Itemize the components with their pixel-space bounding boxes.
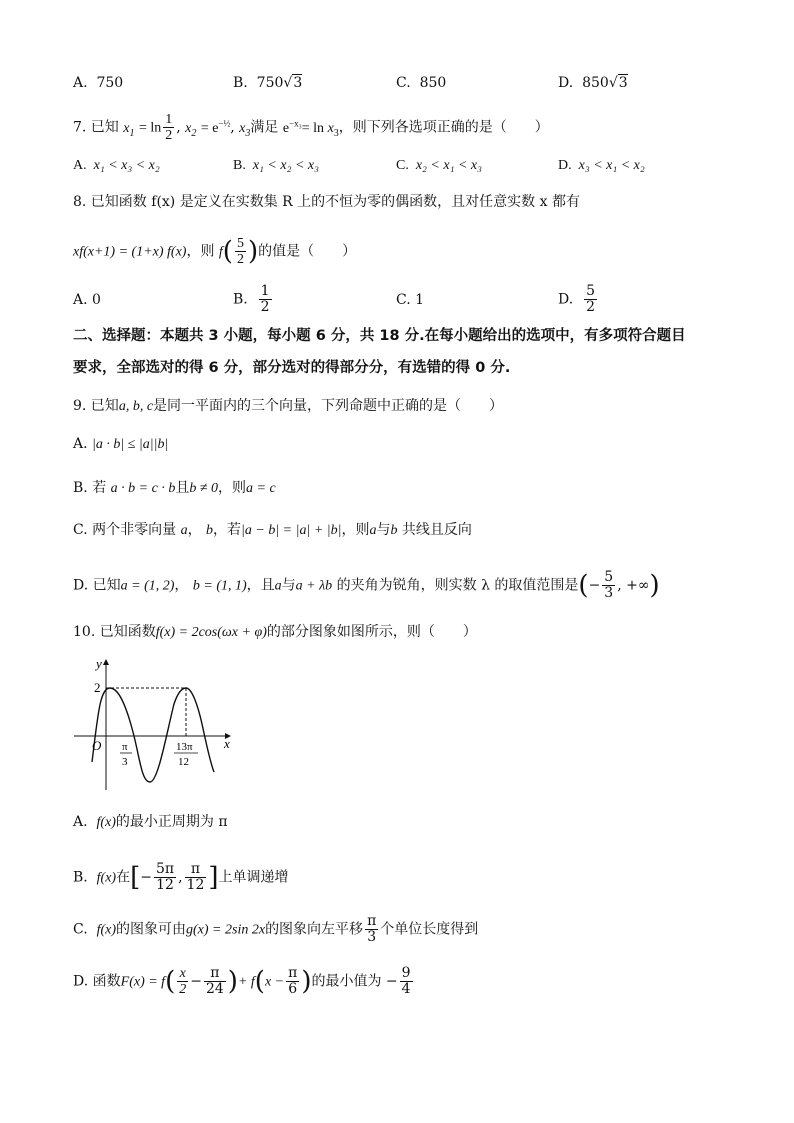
q10-option-a [73, 812, 228, 833]
option-text: x₁ < x₃ < x₂ [93, 158, 160, 173]
option-then: ，则 [341, 522, 370, 538]
q7-eq2: = $e^{-\frac{1}{2}}$ [200, 117, 231, 136]
q7-exp-eq: $e^{-x_3}= \ln x_3$ [282, 117, 339, 139]
option-expr: |a − b| = |a| + |b| [241, 523, 342, 538]
option-label: D. [558, 75, 574, 91]
option-tail: 的最小值为 − [311, 973, 398, 990]
q9-stem-text: 是同一平面内的三个向量，下列命题中正确的是（ ） [153, 398, 504, 414]
q6-option-c [396, 73, 446, 93]
option-label: B. [233, 158, 246, 173]
option-label: B. [233, 291, 248, 308]
radicand: 3 [293, 75, 303, 91]
interval-right [185, 862, 207, 893]
numerator: 5 [586, 283, 596, 299]
x-axis-label: x [224, 736, 230, 751]
q7-number: 7. 已知 [73, 119, 119, 136]
vec-a-def: a = (1, 2) [120, 578, 175, 594]
origin-label: O [92, 738, 102, 753]
q7-satisfy: 满足 [250, 119, 279, 136]
option-value: 750 [256, 75, 284, 91]
option-value: 750 [96, 75, 124, 91]
q8-option-c: C. 1 [396, 292, 425, 308]
option-expr: a + λb [295, 578, 333, 594]
option-mid: 的图象可由 [116, 921, 187, 938]
q10-option-d: D. 函数F(x) = f( $\frac{x}{2}$ − $\frac{\pi}{24}$ )+ f(x − $\frac{\pi}{6}$ )的最小值为 − $\frac{9}{4}$ [73, 965, 411, 997]
q7-tail: ，则下列各选项正确的是（ ） [338, 119, 549, 136]
option-f: f(x) [96, 922, 117, 938]
q7-x3: $x_3$ [239, 120, 251, 139]
option-cond: b ≠ 0 [189, 481, 219, 496]
q7-eq1: = ln [138, 120, 162, 136]
q8-f: f [218, 244, 223, 260]
option-frac [602, 570, 615, 601]
q8-then: ，则 [186, 243, 215, 260]
q7-option-d [558, 156, 645, 176]
option-result: a = c [246, 481, 276, 496]
q10-option-c [73, 914, 478, 945]
q7-x2: $x_2$ [185, 120, 197, 139]
option-and: ，且 [246, 577, 275, 594]
option-plus: + f [237, 974, 255, 990]
vec-b-def: b = (1, 1) [192, 578, 247, 594]
cosine-curve [92, 688, 214, 782]
q8-stem-line2: xf(x+1) = (1+x) f(x)，则 f( $\frac{5}{2}$ )的值是（ ） [73, 236, 357, 267]
option-label: A. [73, 814, 88, 830]
q6-option-a [73, 73, 123, 93]
option-g: g(x) = 2sin 2x [186, 922, 266, 938]
option-label: D. [558, 291, 574, 308]
q10-option-b: B. f(x)在[− $\frac{5\pi}{12}$ , $\frac{\pi}{12}$ ]上单调递增 [73, 861, 289, 893]
numerator: π [204, 966, 226, 982]
option-frac [259, 284, 272, 315]
option-value: 850 [582, 75, 609, 91]
denominator: 2 [179, 982, 187, 997]
denominator: 6 [288, 981, 298, 997]
vec-a: a [180, 523, 188, 538]
numerator: 5π [155, 861, 175, 877]
q9-vectors: a, b, c [118, 399, 154, 414]
option-text: 的最小正周期为 π [115, 814, 228, 830]
option-mid: 的夹角为锐角，则实数 λ 的取值范围是 [336, 577, 579, 594]
option-label: D. 函数 [73, 973, 121, 990]
numerator: 1 [260, 283, 270, 299]
numerator: x [177, 966, 188, 982]
q10-function: f(x) = 2cos(ωx + φ) [155, 625, 267, 640]
q7-option-a [73, 156, 160, 176]
option-and: 与 [376, 522, 391, 538]
x-tick1-num: π [122, 741, 128, 753]
q10-number: 10. 已知函数 [73, 624, 156, 640]
q10-stem [73, 622, 477, 643]
denominator: 4 [401, 981, 411, 997]
q8-frac [235, 236, 246, 267]
denominator: 3 [367, 929, 377, 945]
option-tail: 上单调递增 [218, 869, 289, 886]
vec-b: b [206, 523, 214, 538]
cosine-graph [70, 654, 240, 794]
numerator: 1 [165, 112, 173, 127]
option-x: x − [264, 974, 285, 990]
y-tick-label: 2 [94, 680, 101, 695]
vec-a: a [274, 578, 282, 594]
q9-number: 9. 已知 [73, 398, 119, 414]
option-value: 850 [419, 75, 447, 91]
q8-option-b [233, 284, 274, 315]
vec-a: a [369, 523, 377, 538]
q8-option-d [558, 284, 599, 315]
arg-frac-c [286, 966, 299, 997]
q7-x1: $x_1$ [123, 120, 135, 139]
denominator: 2 [586, 299, 596, 315]
denominator: 12 [156, 877, 174, 893]
numerator: π [367, 913, 377, 929]
option-label: A. [73, 436, 88, 452]
q8-tail: 的值是（ ） [258, 243, 357, 260]
q6-option-b: B. 750√3 [233, 75, 303, 91]
option-label: B. [233, 75, 248, 91]
denominator: 2 [165, 128, 173, 143]
option-label: B. [73, 869, 88, 886]
option-and: 且 [175, 480, 190, 496]
option-label: D. 已知 [73, 577, 121, 594]
option-mid2: 的图象向左平移 [265, 921, 364, 938]
option-tail: 共线且反向 [401, 522, 472, 538]
option-label: A. [73, 75, 88, 91]
denominator: 24 [205, 981, 224, 997]
option-f: f(x) [96, 870, 117, 886]
option-text: x₁ < x₂ < x₃ [252, 158, 319, 173]
numerator: 5 [236, 236, 244, 251]
arg-frac-b [204, 966, 226, 997]
min-frac [400, 966, 413, 997]
option-if: ，若 [213, 522, 242, 538]
option-tail: 个单位长度得到 [380, 921, 479, 938]
q7-option-c [396, 156, 482, 176]
option-f: f(x) [96, 815, 116, 830]
q8-equation: xf(x+1) = (1+x) f(x) [73, 244, 187, 260]
option-F: F(x) = f [120, 974, 166, 990]
interval-left [154, 862, 176, 893]
y-axis-label: y [96, 656, 102, 671]
vec-b: b [390, 523, 398, 538]
x-tick1-den: 3 [122, 756, 128, 768]
x-tick2-den: 12 [178, 756, 189, 768]
option-in: 在 [116, 869, 131, 886]
option-label: C. [396, 158, 409, 173]
option-text: x₃ < x₁ < x₂ [578, 158, 645, 173]
q10-stem-text: 的部分图象如图所示，则（ ） [266, 624, 477, 640]
option-with: 与 [281, 577, 296, 594]
option-text: x₂ < x₁ < x₃ [415, 158, 482, 173]
shift-frac [365, 914, 378, 945]
q9-option-a [73, 434, 168, 455]
section2-line2: 要求，全部选对的得 6 分，部分选对的得部分分，有选错的得 0 分. [73, 360, 511, 376]
q7-option-b [233, 156, 319, 176]
numerator: 5 [604, 569, 614, 585]
option-label: C. [73, 921, 88, 938]
radicand: 3 [618, 75, 628, 91]
q9-option-c: C. 两个非零向量 a， b，若|a − b| = |a| + |b|，则a与b 共线且反向 [73, 522, 472, 538]
section2-line1: 二、选择题：本题共 3 小题，每小题 6 分，共 18 分.在每小题给出的选项中，有多项符合题目 [73, 328, 686, 344]
option-label: C. 两个非零向量 [73, 522, 177, 538]
q7-stem: 7. 已知 $x_1 = \ln$ $\frac{1}{2}$ , $x_2 = e^{-\frac{1}{2}}$, $x_3$满足 $e^{-x_3}= \ln x_3$，则下列各选项正确的是（ ） [73, 112, 549, 143]
q9-stem [73, 396, 503, 417]
q6-option-d: D. 850√3 [558, 75, 628, 91]
denominator: 12 [186, 877, 205, 893]
arg-frac-a [177, 966, 188, 997]
numerator: π [288, 965, 298, 981]
denominator: 3 [604, 585, 614, 601]
option-label: B. 若 [73, 480, 107, 496]
option-label: C. [396, 75, 411, 91]
denominator: 2 [236, 252, 244, 267]
q9-option-b [73, 478, 276, 499]
option-text: |a · b| ≤ |a||b| [92, 437, 169, 452]
q9-option-d: D. 已知a = (1, 2)， b = (1, 1)，且a与a + λb 的夹角为锐角，则实数 λ 的取值范围是(− $\frac{5}{3}$ , +∞) [73, 569, 660, 601]
numerator: 9 [401, 965, 411, 981]
q8-stem-line1: 8. 已知函数 f(x) 是定义在实数集 R 上的不恒为零的偶函数，且对任意实数 x 都有 [73, 194, 580, 210]
denominator: 2 [260, 299, 270, 315]
option-inf: , +∞ [617, 577, 650, 594]
q8-option-a: A. 0 [73, 292, 101, 308]
option-frac [584, 284, 597, 315]
option-label: A. [73, 158, 87, 173]
numerator: π [185, 862, 207, 878]
q7-half [163, 112, 174, 143]
option-label: D. [558, 158, 572, 173]
x-tick2-num: 13π [176, 741, 193, 753]
option-expr: a · b = c · b [110, 481, 176, 496]
option-then: ，则 [218, 480, 247, 496]
